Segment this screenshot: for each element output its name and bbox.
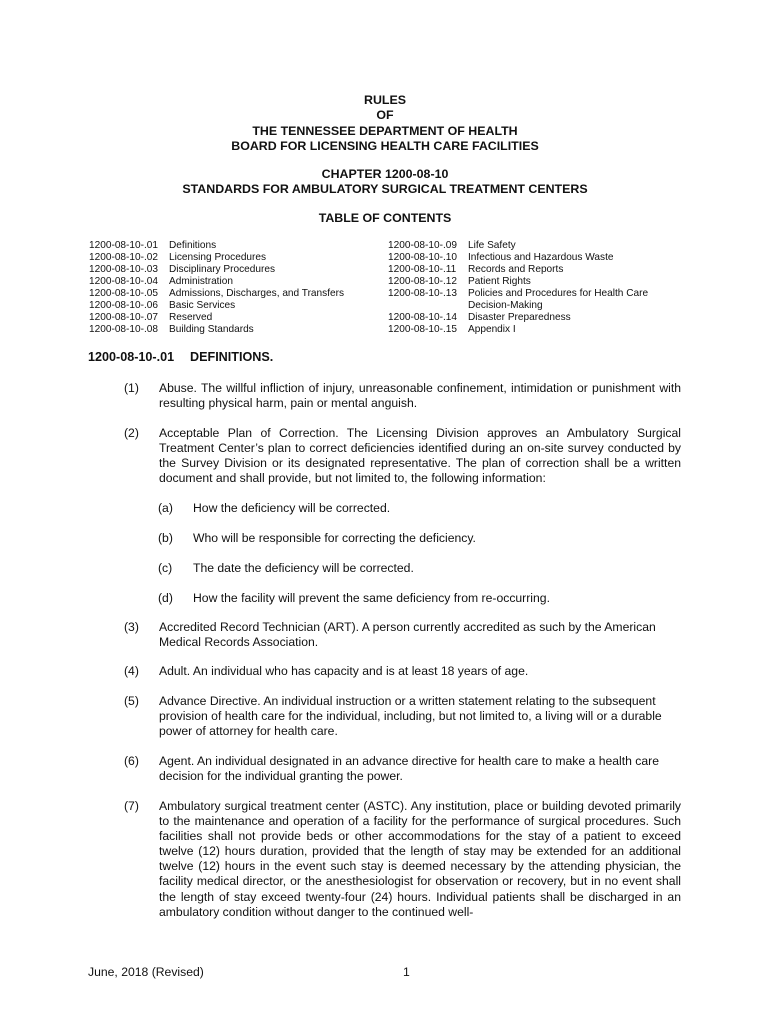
toc-num: 1200-08-10-.06: [89, 300, 159, 311]
item-text: Abuse. The willful infliction of injury, unreasonable confinement, intimidation or punishment with resulting physical harm, pain or mental anguish.: [159, 381, 681, 411]
item-number: (1): [124, 381, 139, 395]
item-text: Agent. An individual designated in an advance directive for health care to make a health care decision for the individual granting the power.: [159, 754, 660, 784]
toc-entry: [89, 240, 344, 252]
toc-num: 1200-08-10-.03: [89, 264, 159, 275]
item-number: (7): [124, 799, 139, 813]
toc-entry: [89, 264, 344, 276]
toc-num: 1200-08-10-.14: [388, 312, 458, 323]
page-number: 1: [403, 965, 410, 979]
toc-right-column: [388, 240, 648, 336]
toc-entry: [89, 300, 344, 312]
section-heading: [88, 350, 273, 364]
header-line-department: THE TENNESSEE DEPARTMENT OF HEALTH: [252, 123, 518, 138]
toc-num: 1200-08-10-.12: [388, 276, 458, 287]
toc-title: Definitions: [169, 240, 217, 251]
toc-entry-continuation: [388, 300, 648, 312]
toc-entry: [388, 312, 648, 324]
toc-title: Admissions, Discharges, and Transfers: [169, 288, 345, 299]
toc-entry: [89, 252, 344, 264]
sub-item-text: Who will be responsible for correcting the deficiency.: [193, 531, 476, 545]
item-text: Ambulatory surgical treatment center (ASTC). Any institution, place or building devoted primarily to the maintenance and operation of a facility for the performance of surgical procedures. Such facilities shall not provide beds or other accommodations for the stay of a patient to exceed twelve (12) hours duration, provided that the length of stay may be extended for an additional twelve (12) hours in the event such stay is deemed necessary by the attending physician, the facility medical director, or the anesthesiologist for observation or recovery, but in no event shall the length of stay exceed twenty-four (24) hours. Individual patients shall be discharged in an ambulatory condition without danger to the continued well-: [159, 799, 681, 919]
toc-entry: [89, 324, 344, 336]
sub-item-letter: (c): [158, 561, 173, 575]
toc-num: 1200-08-10-.02: [89, 252, 159, 263]
toc-num: 1200-08-10-.10: [388, 252, 458, 263]
sub-item-text: How the deficiency will be corrected.: [193, 501, 391, 515]
header-line-board: BOARD FOR LICENSING HEALTH CARE FACILITIES: [231, 138, 539, 153]
header-line-of: OF: [376, 108, 394, 123]
toc-title: Administration: [169, 276, 233, 287]
toc-entry: [388, 264, 648, 276]
toc-num: 1200-08-10-.11: [388, 264, 457, 275]
toc-entry: [388, 252, 648, 264]
toc-entry: [388, 324, 648, 336]
sub-item-text: The date the deficiency will be corrected.: [193, 561, 414, 575]
item-number: (2): [124, 426, 139, 440]
toc-title: Policies and Procedures for Health Care: [468, 288, 649, 299]
toc-num: 1200-08-10-.15: [388, 324, 458, 335]
toc-title: Appendix I: [468, 324, 516, 335]
sub-item-text: How the facility will prevent the same deficiency from re-occurring.: [193, 591, 550, 605]
item-number: (4): [124, 664, 139, 678]
toc-title: Licensing Procedures: [169, 252, 267, 263]
toc-entry: [89, 312, 344, 324]
toc-num: [388, 300, 468, 312]
toc-num: 1200-08-10-.04: [89, 276, 159, 287]
document-header: [0, 93, 770, 154]
toc-num: 1200-08-10-.08: [89, 324, 159, 335]
toc-entry: [89, 276, 344, 288]
toc-entry: [388, 240, 648, 252]
toc-title: Reserved: [169, 312, 213, 323]
toc-num: 1200-08-10-.09: [388, 240, 458, 251]
toc-title: Disciplinary Procedures: [169, 264, 276, 275]
toc-num: 1200-08-10-.13: [388, 288, 458, 299]
header-line-rules: RULES: [364, 93, 406, 107]
footer-date: June, 2018 (Revised): [88, 965, 204, 979]
toc-num: 1200-08-10-.07: [89, 312, 159, 323]
toc-entry: [388, 276, 648, 288]
section-number: 1200-08-10-.01: [88, 350, 175, 364]
item-number: (6): [124, 754, 139, 768]
toc-left-column: [89, 240, 344, 336]
item-text: Accredited Record Technician (ART). A person currently accredited as such by the American Medical Records Association.: [159, 620, 656, 650]
toc-num: 1200-08-10-.01: [89, 240, 159, 251]
sub-item-letter: (a): [158, 501, 173, 515]
toc-title: Patient Rights: [468, 276, 531, 287]
sub-item-letter: (d): [158, 591, 173, 605]
toc-entry: [388, 288, 648, 300]
chapter-title: STANDARDS FOR AMBULATORY SURGICAL TREATMENT CENTERS: [182, 182, 588, 196]
toc-title: Records and Reports: [468, 264, 564, 275]
toc-title: Decision-Making: [468, 300, 543, 311]
toc-title: Infectious and Hazardous Waste: [468, 252, 614, 263]
toc-num: 1200-08-10-.05: [89, 288, 159, 299]
item-text: Acceptable Plan of Correction. The Licensing Division approves an Ambulatory Surgical Treatment Center’s plan to correct deficiencies identified during an on-site survey conducted by the Survey Division or its designated representative. The plan of correction shall be a written document and shall provide, but not limited to, the following information:: [159, 426, 681, 486]
toc-title: Disaster Preparedness: [468, 312, 571, 323]
item-number: (5): [124, 694, 139, 708]
sub-item-letter: (b): [158, 531, 173, 545]
toc-entry: [89, 288, 344, 300]
item-number: (3): [124, 620, 139, 634]
toc-heading: TABLE OF CONTENTS: [318, 211, 452, 225]
section-title: DEFINITIONS.: [190, 350, 274, 364]
chapter-number: CHAPTER 1200-08-10: [321, 167, 449, 181]
item-text: Advance Directive. An individual instruction or a written statement relating to the subsequent provision of health care for the individual, including, but not limited to, a living will or a durable power of attorney for health care.: [159, 694, 662, 739]
toc-title: Building Standards: [169, 324, 254, 335]
toc-title: Life Safety: [468, 240, 516, 251]
toc-title: Basic Services: [169, 300, 236, 311]
item-text: Adult. An individual who has capacity and is at least 18 years of age.: [159, 664, 529, 678]
